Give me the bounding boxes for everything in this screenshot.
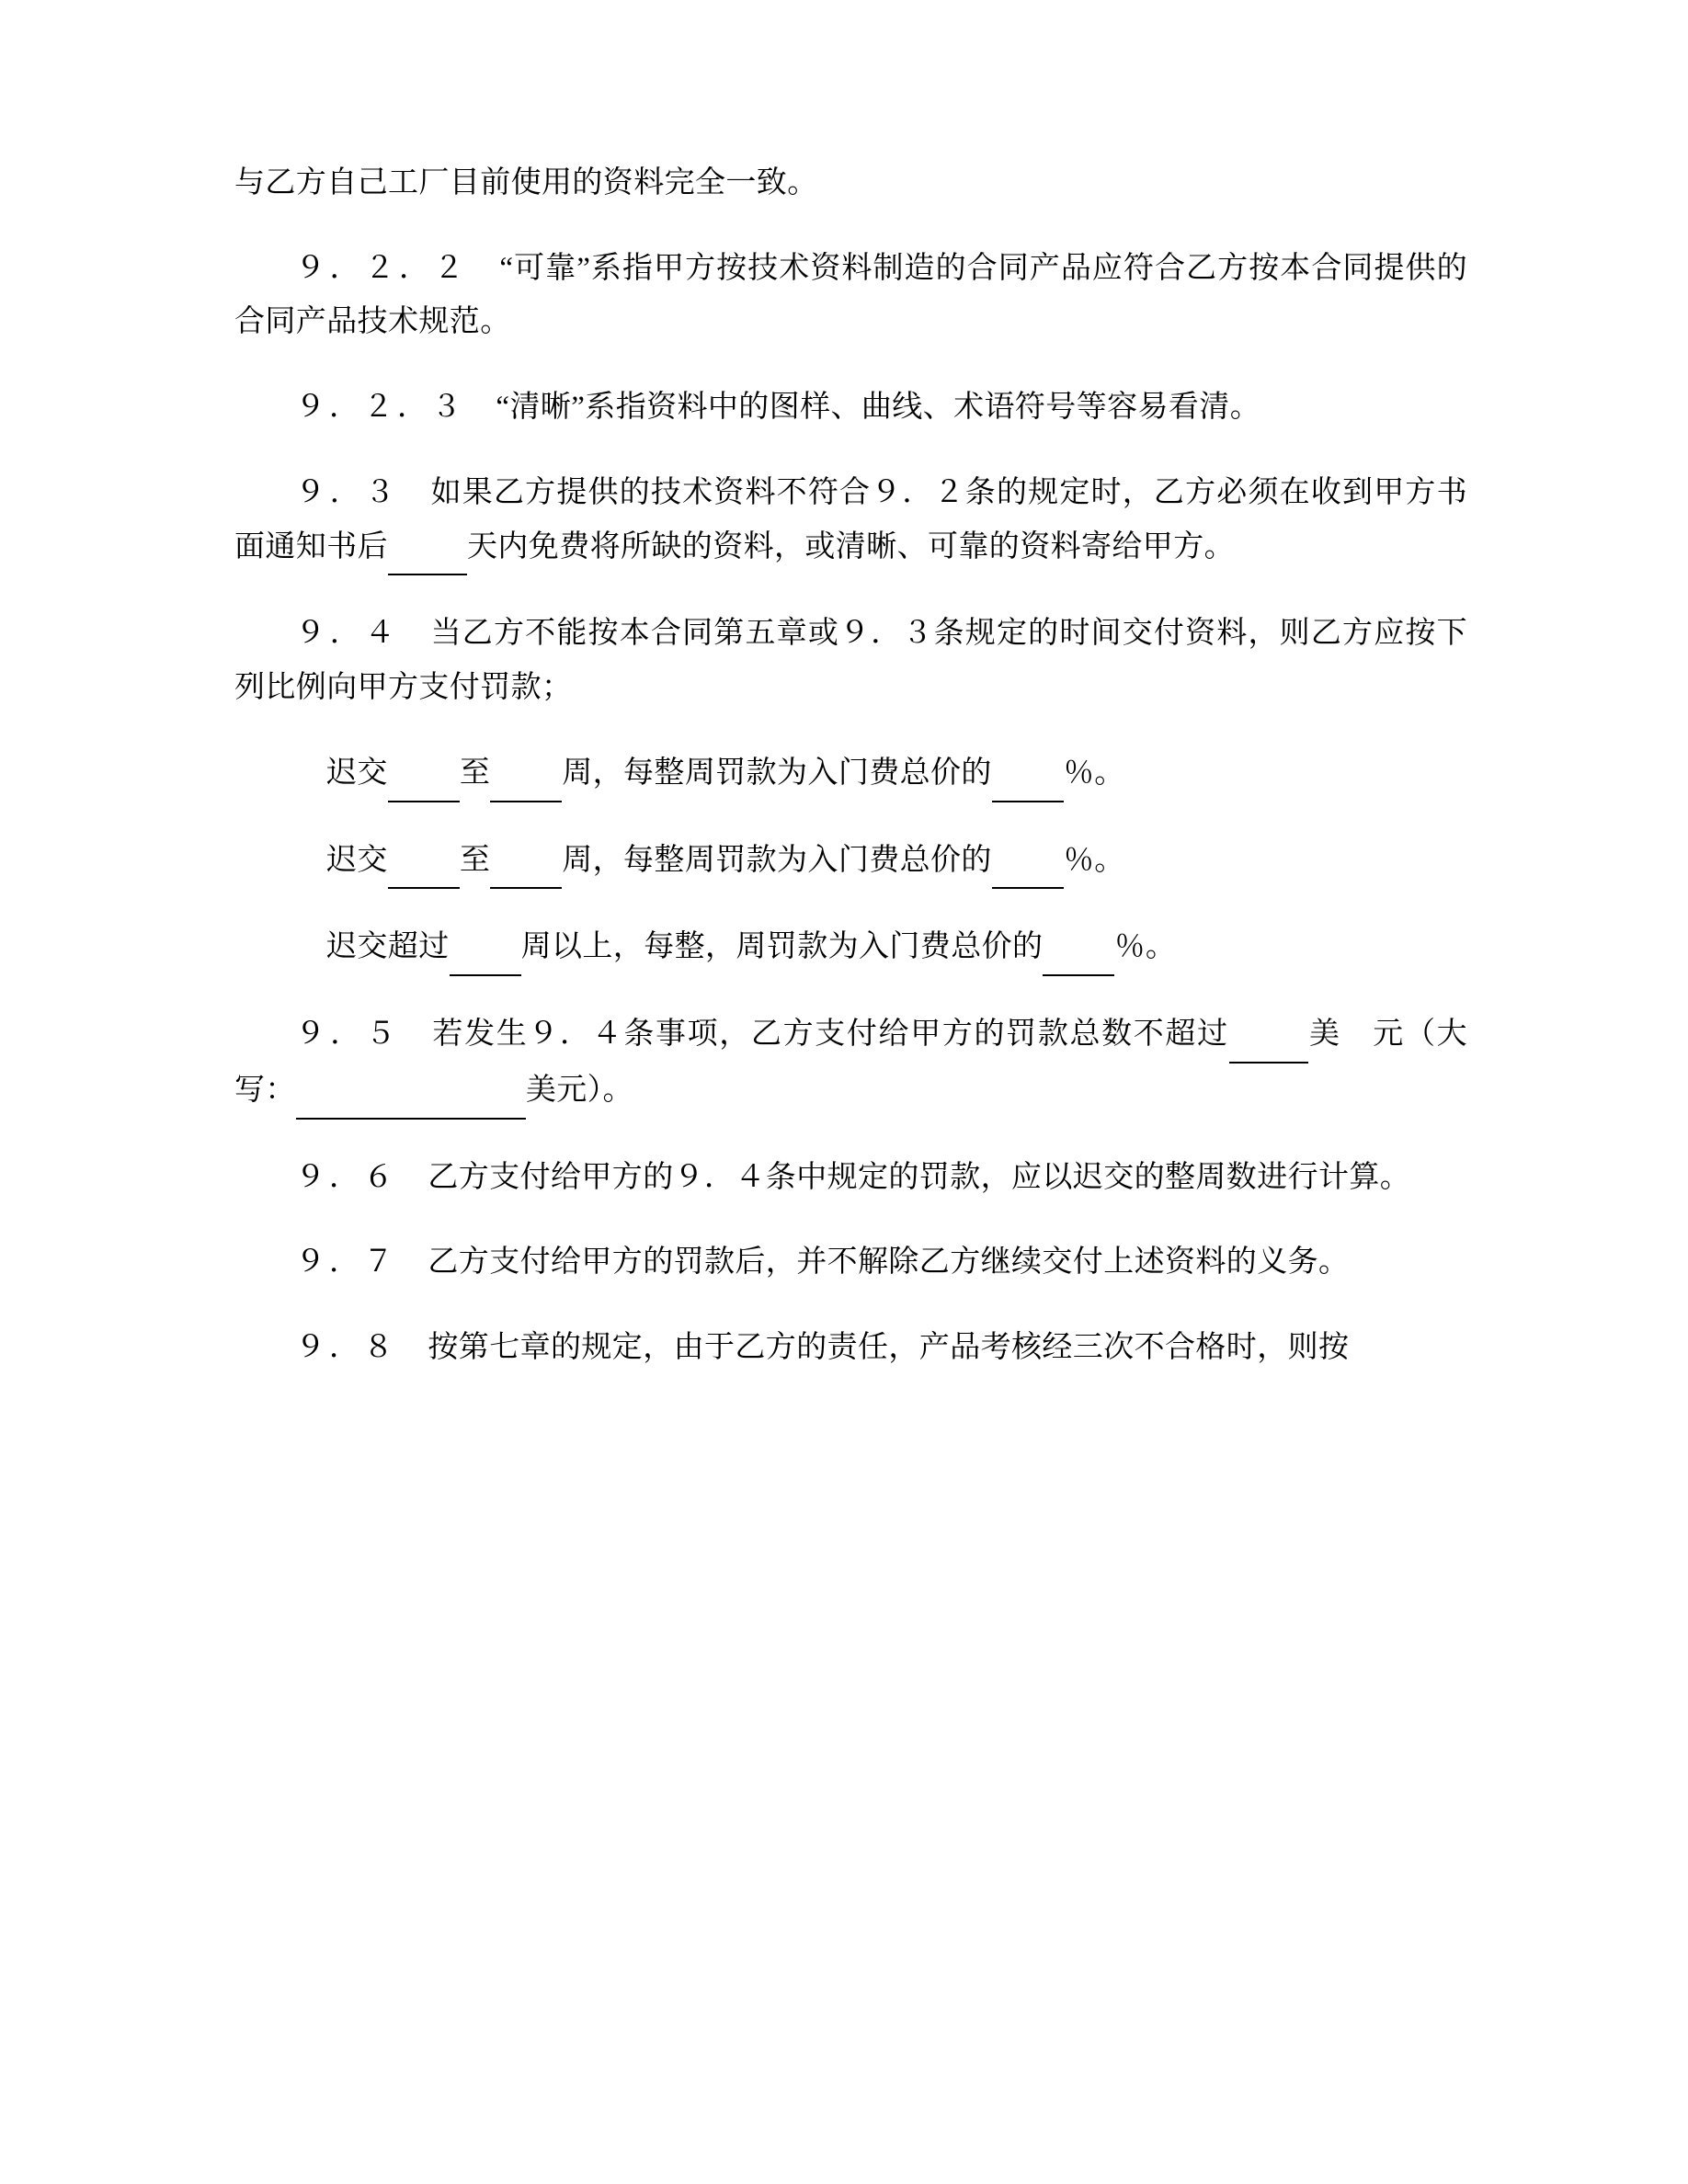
clause-text: 如果乙方提供的技术资料不符合９．２条的规定时，乙方必须在收到甲方书面通知书后 bbox=[234, 475, 1467, 563]
fill-in-blank[interactable] bbox=[450, 920, 521, 976]
fill-in-blank[interactable] bbox=[1043, 920, 1114, 976]
paragraph bbox=[234, 242, 1467, 349]
clause-number: ９．２．２ bbox=[295, 251, 469, 285]
fill-in-blank[interactable] bbox=[388, 834, 460, 890]
clause-text: 周，每整周罚款为入门费总价的 bbox=[562, 843, 992, 877]
paragraph bbox=[234, 746, 1467, 802]
fill-in-blank[interactable] bbox=[490, 834, 562, 890]
clause-text: 周以上，每整，周罚款为入门费总价的 bbox=[520, 930, 1044, 964]
paragraph bbox=[234, 1007, 1467, 1119]
clause-text: 周，每整周罚款为入门费总价的 bbox=[562, 756, 992, 790]
clause-number: ９．４ bbox=[295, 617, 400, 651]
fill-in-blank[interactable] bbox=[388, 520, 467, 576]
clause-text: 至 bbox=[459, 756, 491, 790]
clause-number: ９．３ bbox=[295, 475, 400, 509]
clause-text: ％。 bbox=[1114, 930, 1177, 964]
fill-in-blank[interactable] bbox=[1229, 1007, 1308, 1064]
paragraph bbox=[234, 920, 1467, 976]
document-body bbox=[234, 156, 1467, 1375]
fill-in-blank[interactable] bbox=[992, 834, 1064, 890]
clause-text: 至 bbox=[459, 843, 491, 877]
paragraph bbox=[234, 1151, 1467, 1205]
clause-text: ％。 bbox=[1063, 756, 1125, 790]
clause-number: ９．２．３ bbox=[295, 391, 465, 425]
clause-text: 当乙方不能按本合同第五章或９．３条规定的时间交付资料，则乙方应按下列比例向甲方支付罚款； bbox=[234, 617, 1467, 705]
fill-in-blank[interactable] bbox=[296, 1064, 526, 1120]
clause-text: 迟交超过 bbox=[326, 930, 450, 964]
clause-text: “可靠”系指甲方按技术资料制造的合同产品应符合乙方按本合同提供的合同产品技术规范。 bbox=[234, 251, 1467, 339]
paragraph bbox=[234, 466, 1467, 575]
fill-in-blank[interactable] bbox=[490, 746, 562, 802]
paragraph bbox=[234, 834, 1467, 890]
paragraph bbox=[234, 1321, 1467, 1375]
clause-text: 迟交 bbox=[326, 756, 388, 790]
clause-text: 乙方支付给甲方的９．４条中规定的罚款，应以迟交的整周数进行计算。 bbox=[397, 1160, 1411, 1194]
clause-text: 与乙方自己工厂目前使用的资料完全一致。 bbox=[234, 166, 818, 199]
clause-text: 美 元（大写： bbox=[234, 1018, 1468, 1107]
clause-number: ９．６ bbox=[295, 1160, 397, 1194]
clause-text: ％。 bbox=[1063, 843, 1125, 877]
clause-number: ９．５ bbox=[295, 1018, 401, 1052]
paragraph bbox=[234, 1235, 1467, 1290]
paragraph bbox=[234, 156, 1467, 210]
clause-text: 迟交 bbox=[326, 843, 388, 877]
clause-text: “清晰”系指资料中的图样、曲线、术语符号等容易看清。 bbox=[465, 391, 1261, 425]
clause-number: ９．８ bbox=[295, 1331, 397, 1365]
fill-in-blank[interactable] bbox=[388, 746, 460, 802]
paragraph bbox=[234, 607, 1467, 714]
fill-in-blank[interactable] bbox=[992, 746, 1064, 802]
clause-text: 若发生９．４条事项，乙方支付给甲方的罚款总数不超过 bbox=[400, 1018, 1229, 1052]
clause-text: 按第七章的规定，由于乙方的责任，产品考核经三次不合格时，则按 bbox=[397, 1331, 1350, 1365]
clause-text: 乙方支付给甲方的罚款后，并不解除乙方继续交付上述资料的义务。 bbox=[397, 1246, 1350, 1280]
clause-number: ９．７ bbox=[295, 1246, 397, 1280]
clause-text: 美元）。 bbox=[525, 1073, 633, 1107]
paragraph bbox=[234, 381, 1467, 435]
clause-text: 天内免费将所缺的资料，或清晰、可靠的资料寄给甲方。 bbox=[467, 529, 1235, 563]
